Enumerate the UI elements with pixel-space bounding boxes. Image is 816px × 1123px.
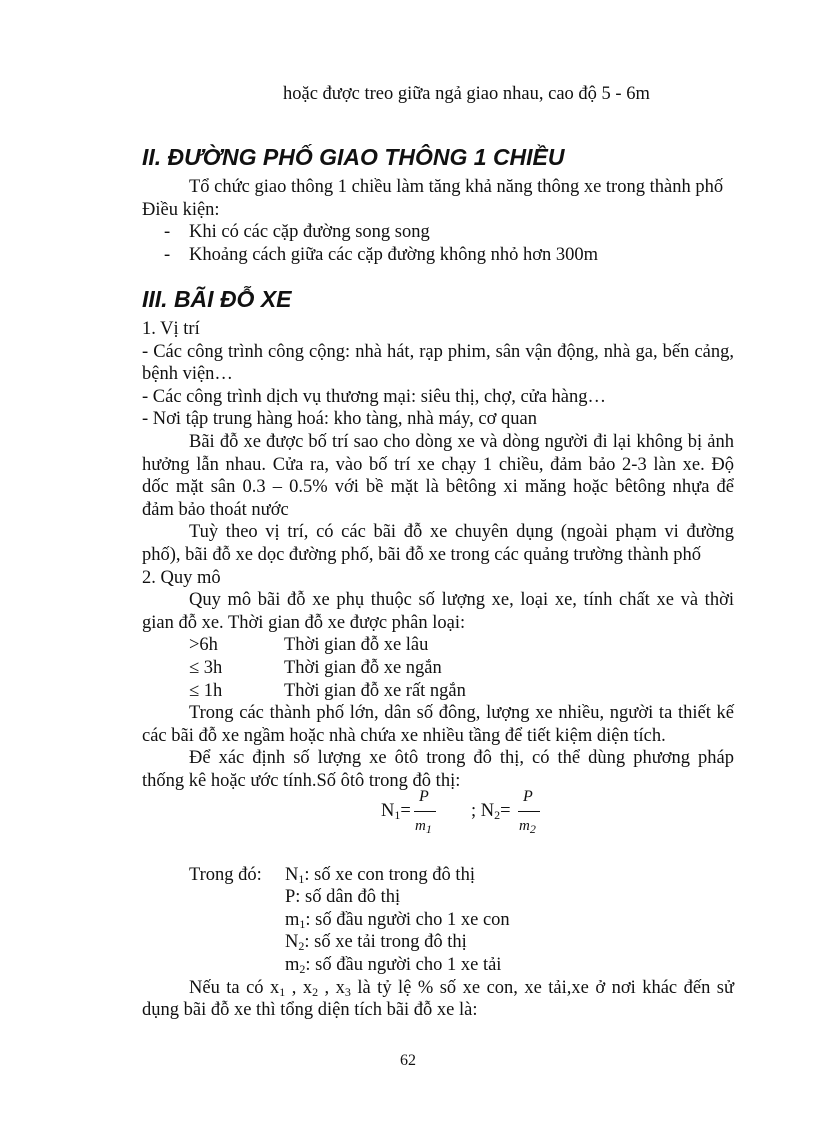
paragraph-line: Quy mô bãi đỗ xe phụ thuộc số lượng xe, loại xe, tính chất xe và thời [189, 590, 734, 610]
definition-item: $N_1$: số xe con trong đô thị [285, 865, 475, 886]
formula-denominator: $m_1$ [415, 818, 432, 836]
intro-line: hoặc được treo giữa ngả giao nhau, cao độ 5 - 6m [283, 84, 650, 104]
formula-n1-label: $N_1=$ [381, 801, 411, 822]
definition-item: $N_2$: số xe tải trong đô thị [285, 932, 467, 953]
location-line: - Các công trình công cộng: nhà hát, rạp phim, sân vận động, nhà ga, bến cảng, [142, 342, 734, 362]
paragraph-line: gian đỗ xe. Thời gian đỗ xe được phân loại: [142, 613, 466, 633]
paragraph-line: thống kê hoặc ước tính.Số ôtô trong đô thị: [142, 771, 461, 791]
page-number: 62 [400, 1052, 416, 1069]
definition-item: $m_1$: số đầu người cho 1 xe con [285, 910, 510, 931]
condition-item: Khi có các cặp đường song song [189, 222, 430, 242]
paragraph-line: Nếu ta có $x_1$ , $x_2$ , $x_3$ là tỷ lệ % số xe con, xe tải,xe ở nơi khác đến sử [189, 978, 735, 999]
time-condition: ≤ 3h [189, 658, 223, 678]
conditions-label: Điều kiện: [142, 200, 220, 220]
fraction-bar [414, 811, 436, 812]
time-condition: >6h [189, 635, 218, 655]
definition-item: $m_2$: số đầu người cho 1 xe tải [285, 955, 502, 976]
formula-n2-label: ; $N_2=$ [471, 801, 511, 822]
paragraph-line: dốc mặt sân 0.3 – 0.5% với bề mặt là bêtông xi măng hoặc bêtông nhựa để [142, 477, 734, 497]
paragraph-line: Bãi đỗ xe được bố trí sao cho dòng xe và dòng người đi lại không bị ảnh [189, 432, 734, 452]
time-description: Thời gian đỗ xe lâu [284, 635, 429, 655]
time-description: Thời gian đỗ xe rất ngắn [284, 681, 466, 701]
paragraph-line: dụng bãi đỗ xe thì tổng diện tích bãi đỗ xe là: [142, 1000, 478, 1020]
location-line: bệnh viện… [142, 364, 233, 384]
paragraph-line: đảm bảo thoát nước [142, 500, 289, 520]
section-3-heading: III. BÃI ĐỖ XE [142, 286, 292, 312]
paragraph-line: Tuỳ theo vị trí, có các bãi đỗ xe chuyên dụng (ngoài phạm vi đường [189, 522, 734, 542]
subheading-scale: 2. Quy mô [142, 568, 221, 588]
where-label: Trong đó: [189, 865, 262, 885]
bullet-marker: - [164, 222, 171, 242]
time-description: Thời gian đỗ xe ngắn [284, 658, 442, 678]
formula-numerator: P [523, 788, 533, 805]
section-2-heading: II. ĐƯỜNG PHỐ GIAO THÔNG 1 CHIỀU [142, 144, 565, 170]
location-line: - Các công trình dịch vụ thương mại: siêu thị, chợ, cửa hàng… [142, 387, 606, 407]
subheading-location: 1. Vị trí [142, 319, 200, 339]
paragraph-line: các bãi đỗ xe ngầm hoặc nhà chứa xe nhiều tầng để tiết kiệm diện tích. [142, 726, 666, 746]
fraction-bar [518, 811, 540, 812]
formula-numerator: P [419, 788, 429, 805]
location-line: - Nơi tập trung hàng hoá: kho tàng, nhà máy, cơ quan [142, 409, 537, 429]
bullet-marker: - [164, 245, 171, 265]
paragraph-line: Để xác định số lượng xe ôtô trong đô thị, có thể dùng phương pháp [189, 748, 734, 768]
paragraph-line: Trong các thành phố lớn, dân số đông, lượng xe nhiều, người ta thiết kế [189, 703, 734, 723]
definition-item: P: số dân đô thị [285, 887, 401, 907]
time-condition: ≤ 1h [189, 681, 223, 701]
paragraph-line: phố), bãi đỗ xe dọc đường phố, bãi đỗ xe trong các quảng trường thành phố [142, 545, 702, 565]
condition-item: Khoảng cách giữa các cặp đường không nhỏ hơn 300m [189, 245, 598, 265]
section-2-paragraph: Tổ chức giao thông 1 chiều làm tăng khả năng thông xe trong thành phố [189, 177, 724, 197]
paragraph-line: hưởng lẫn nhau. Cửa ra, vào bố trí xe chạy 1 chiều, đảm bảo 2-3 làn xe. Độ [142, 455, 734, 475]
formula-denominator: $m_2$ [519, 818, 536, 836]
